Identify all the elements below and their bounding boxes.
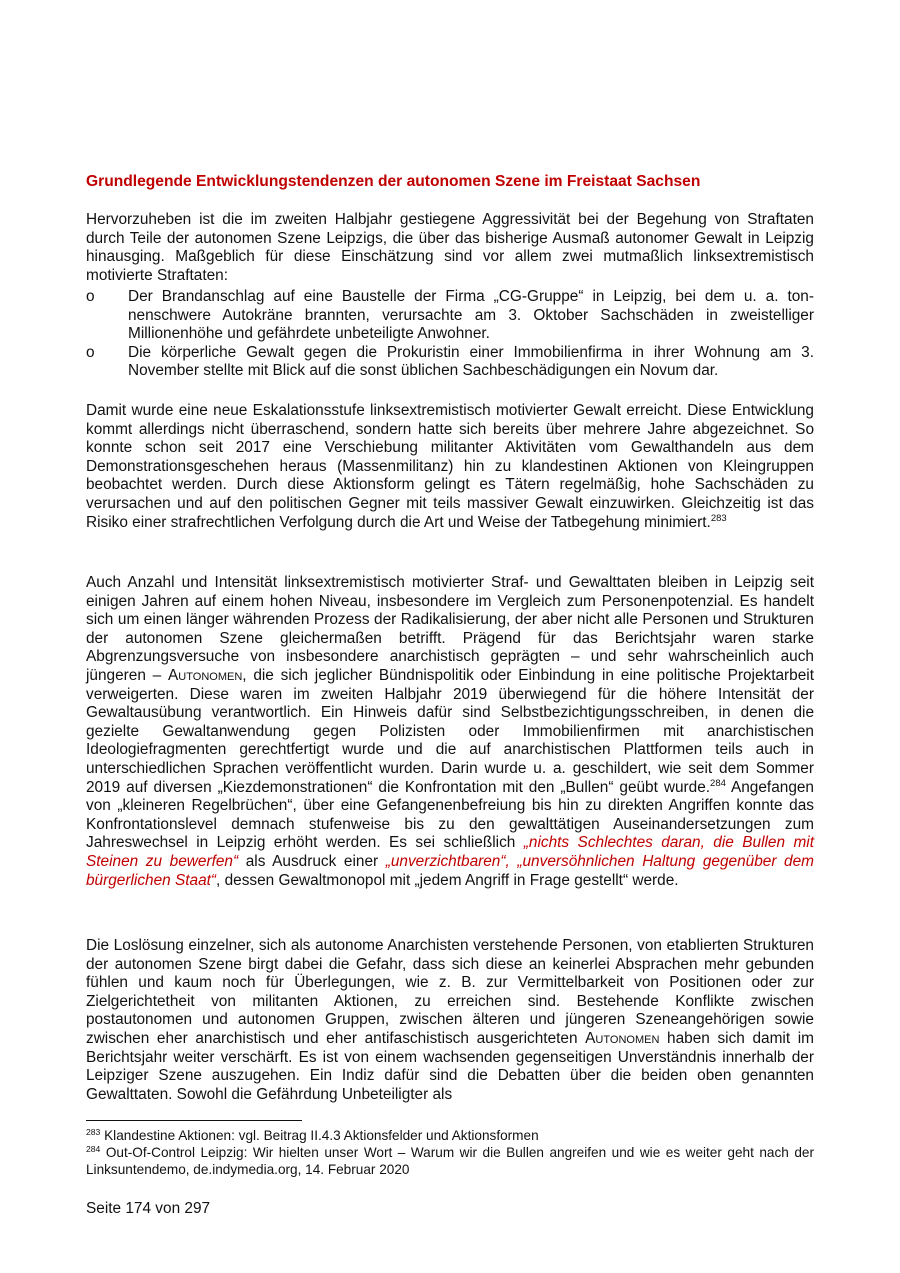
section-heading: Grundlegende Entwicklungstendenzen der autonomen Szene im Freistaat Sachsen: [86, 173, 701, 190]
footnote-divider: [86, 1120, 302, 1121]
paragraph-text: Auch Anzahl und Intensität linksextremistisch motivierter Straf- und Gewalttaten bleiben in Leipzig seit einigen Jahren auf einem hohen Niveau, insbesondere im Vergleich zum Personenpotenzial. Es handelt sich um einen länger währenden Prozess der Radikalisierung, der aber nicht alle Personen und Strukturen der autonomen Szene gleichermaßen betrifft. Prägend für das Berichtsjahr waren starke Abgrenzungsversuche von insbesondere anarchistisch geprägten – und sehr wahrscheinlich auch jüngeren –: [86, 574, 814, 684]
bullet-text: Die körperliche Gewalt gegen die Prokuristin einer Immobilienfirma in ihrer Wohnung am 3. November stellte mit Blick auf die sonst üblichen Sachbeschädigungen ein Novum dar.: [128, 343, 814, 380]
footnote-text: Klandestine Aktionen: vgl. Beitrag II.4.3 Aktionsfelder und Aktionsformen: [100, 1128, 539, 1143]
quote-red: „unverzichtbaren“, „unversöhnlichen Haltung gegenüber dem bürgerlichen Staat“: [86, 852, 814, 889]
paragraph-text: , dessen Gewaltmonopol mit „jedem Angriff in Frage gestellt“ werde.: [216, 871, 679, 889]
bullet-text: Der Brandanschlag auf eine Baustelle der Firma „CG-Gruppe“ in Leipzig, bei dem u. a. tonnenschwere Autokräne brannten, verursachte am 3. Oktober Sachschäden in zweistelliger Millionenhöhe und gefährdete unbeteiligte Anwohner.: [128, 288, 814, 343]
paragraph-intensity: [86, 574, 814, 890]
quote-red: „nichts Schlechtes daran, die Bullen mit Steinen zu bewerfen“: [86, 834, 814, 870]
bullet-marker: o: [86, 288, 95, 305]
autonomen-term: Autonomen: [168, 666, 243, 684]
paragraph-text: Angefangen von „kleineren Regelbrüchen“, über eine Gefangenenbefreiung bis hin zu direkten Angriffen konnte das Konfrontationslevel demnach stufenweise bis zu den gewalttätigen Auseinandersetzungen zum Jahreswechsel in Leipzig erhöht werden. Es sei schließlich: [86, 778, 814, 852]
paragraph-text: Die Loslösung einzelner, sich als autonome Anarchisten verstehende Personen, von etablierten Strukturen der autonomen Szene birgt dabei die Gefahr, dass sich diese an keinerlei Absprachen mehr gebunden fühlen und kaum noch für Überlegungen, wie z. B. zur Vermittelbarkeit von Positionen oder zur Zielgerichtetheit von militanten Aktionen, zu erreichen sind. Bestehende Konflikte zwischen postautonomen und autonomen Gruppen, zwischen älteren und jüngeren Szeneangehörigen sowie zwischen eher anarchistisch und eher antifaschistisch ausgerichteten: [86, 937, 814, 1047]
footnote-283: [86, 1127, 814, 1144]
bullet-marker: o: [86, 343, 95, 361]
paragraph-detachment: [86, 937, 814, 1104]
footnote-ref: 284: [710, 777, 726, 789]
footnote-text: Out-Of-Control Leipzig: Wir hielten unser Wort – Warum wir die Bullen angreifen und wie es weiter geht nach der Linksuntendemo, de.indymedia.org, 14. Februar 2020: [86, 1145, 814, 1177]
footnote-number: 283: [86, 1127, 101, 1137]
list-item: [86, 344, 814, 381]
paragraph-text: Damit wurde eine neue Eskalationsstufe linksextremistisch motivierter Gewalt erreicht. Diese Entwicklung kommt allerdings nicht überraschend, sondern hatte sich bereits über mehrere Jahre abgezeichnet. So konnte schon seit 2017 eine Verschiebung militanter Aktivitäten vom Gewalthandeln aus dem Demonstrationsgeschehen heraus (Massenmilitanz) hin zu klandestinen Aktionen von Kleingruppen beobachtet werden. Durch diese Aktionsform gelingt es Tätern regelmäßig, hohe Sachschäden zu verursachen und auf den politischen Gegner mit teils massiver Gewalt einzuwirken. Gleichzeitig ist das Risiko einer strafrechtlichen Verfolgung durch die Art und Weise der Tatbegehung minimiert.: [86, 402, 814, 531]
paragraph-text: haben sich damit im Berichtsjahr weiter verschärft. Es ist von einem wachsenden gegenseitigen Unverständnis innerhalb der Leipziger Szene auszugehen. Ein Indiz dafür sind die Debatten über die beiden oben genannten Gewalttaten. Sowohl die Gefährdung Unbeteiligter als: [86, 1029, 814, 1103]
intro-paragraph: Hervorzuheben ist die im zweiten Halbjahr gestiegene Aggressivität bei der Begehung von Straftaten durch Teile der autonomen Szene Leipzigs, die über das bisherige Ausmaß autonomer Gewalt in Leipzig hinausging. Maßgeblich für diese Einschätzung sind vor allem zwei mutmaßlich linksextremistisch motivierte Straftaten:: [86, 211, 814, 284]
footnote-284: [86, 1144, 814, 1178]
paragraph-text: als Ausdruck einer: [238, 852, 386, 870]
autonomen-term: Autonomen: [585, 1029, 660, 1047]
page-number: Seite 174 von 297: [86, 1200, 211, 1217]
paragraph-text: , die sich jeglicher Bündnispolitik oder Einbindung in eine politische Projektarbeit verweigerten. Diese waren im zweiten Halbjahr 2019 überwiegend für die höhere Intensität der Gewaltausübung verantwortlich. Ein Hinweis dafür sind Selbstbezichtigungsschreiben, in denen die gezielte Gewaltanwendung gegen Polizisten oder Immobilienfirmen mit anarchistischen Ideologiefragmenten gerechtfertigt wurde und die auf anarchistischen Plattformen teils auch in unterschiedlichen Sprachen veröffentlicht wurden. Darin wurde u. a. geschildert, wie seit dem Sommer 2019 auf diversen „Kiezdemonstrationen“ die Konfrontation mit den „Bullen“ geübt wurde.: [86, 666, 814, 796]
paragraph-escalation: [86, 402, 814, 532]
list-item: [86, 288, 814, 344]
footnote-number: 284: [86, 1144, 101, 1154]
footnote-ref: 283: [710, 512, 727, 524]
footnotes: [86, 1127, 814, 1178]
bullet-list: [86, 288, 814, 381]
